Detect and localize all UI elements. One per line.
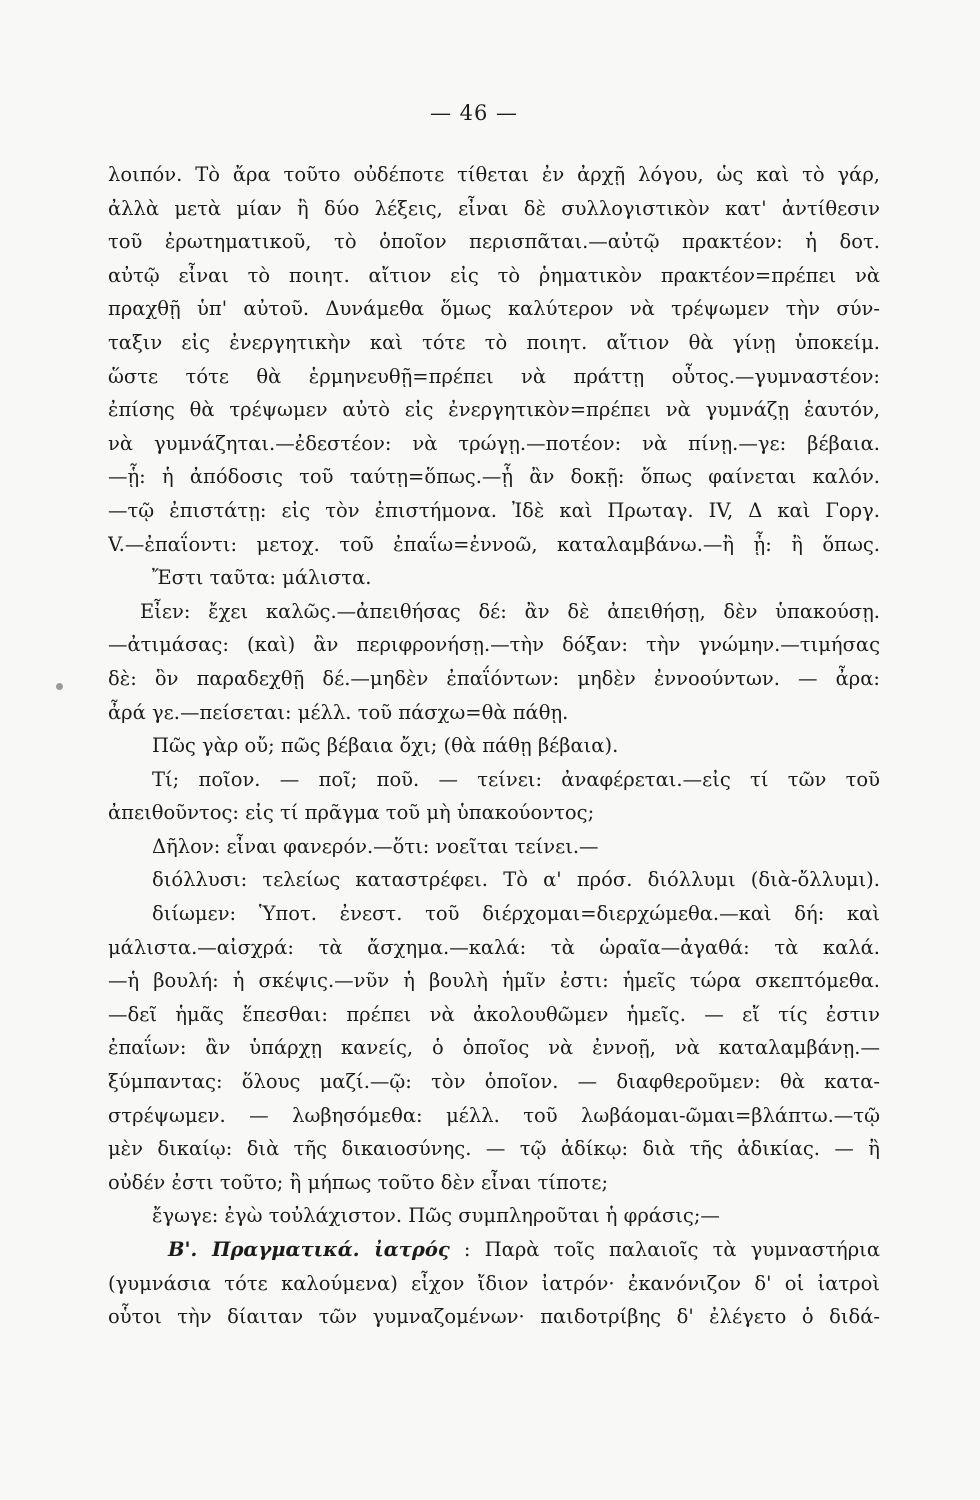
text-line: ἆρά γε.—πείσεται: μέλλ. τοῦ πάσχω=θὰ πάθῃ.: [108, 700, 569, 724]
text-line: διίωμεν: Ὑποτ. ἐνεστ. τοῦ διέρχομαι=διερχώμεθα.—καὶ δή: καὶ: [152, 902, 880, 926]
text-line: Πῶς γὰρ οὔ; πῶς βέβαια ὄχι; (θὰ πάθῃ βέβαια).: [152, 734, 619, 758]
text-line: δὲ: ὃν παραδεχθῇ δέ.—μηδὲν ἐπαΐόντων: μηδὲν ἐννοούντων. — ἆρα:: [108, 666, 880, 690]
section-heading-line: [108, 1233, 880, 1267]
text-line: —ἡ βουλή: ἡ σκέψις.—νῦν ἡ βουλὴ ἡμῖν ἐστι: ἡμεῖς τώρα σκεπτόμεθα.: [108, 969, 880, 993]
text-line: Δῆλον: εἶναι φανερόν.—ὅτι: νοεῖται τείνει.—: [152, 834, 599, 858]
text-line: ἀπειθοῦντος: εἰς τί πρᾶγμα τοῦ μὴ ὑπακούοντος;: [108, 801, 595, 825]
text-line: Εἶεν: ἔχει καλῶς.—ἀπειθήσας δέ: ἂν δὲ ἀπειθήσῃ, δὲν ὑπακούσῃ.: [140, 599, 880, 623]
text-line: ξύμπαντας: ὅλους μαζί.—ῷ: τὸν ὁποῖον. — διαφθεροῦμεν: θὰ κατα-: [108, 1070, 880, 1094]
section-heading: Β'. Πραγματικά. ἰατρός: [168, 1238, 450, 1261]
text-line: (γυμνάσια τότε καλούμενα) εἶχον ἴδιον ἰατρόν· ἐκανόνιζον δ' οἱ ἰατροὶ: [108, 1271, 880, 1295]
text-line: —τῷ ἐπιστάτῃ: εἰς τὸν ἐπιστήμονα. Ἰδὲ καὶ Πρωταγ. IV, Δ καὶ Γοργ.: [108, 498, 880, 522]
text-line: —δεῖ ἡμᾶς ἕπεσθαι: πρέπει νὰ ἀκολουθῶμεν ἡμεῖς. — εἴ τίς ἐστιν: [108, 1002, 880, 1026]
text-line: πραχθῇ ὑπ' αὐτοῦ. Δυνάμεθα ὅμως καλύτερον νὰ τρέψωμεν τὴν σύν-: [108, 297, 880, 321]
text-line: V.—ἐπαΐοντι: μετοχ. τοῦ ἐπαΐω=ἐννοῶ, καταλαμβάνω.—ἢ ᾗ: ἢ ὅπως.: [108, 532, 880, 556]
text-line: —ἀτιμάσας: (καὶ) ἂν περιφρονήσῃ.—τὴν δόξαν: τὴν γνώμην.—τιμήσας: [108, 633, 880, 657]
text-line: λοιπόν. Τὸ ἄρα τοῦτο οὐδέποτε τίθεται ἐν ἀρχῇ λόγου, ὡς καὶ τὸ γάρ,: [108, 163, 880, 186]
text-line: αὐτῷ εἶναι τὸ ποιητ. αἴτιον εἰς τὸ ῥηματικὸν πρακτέον=πρέπει νὰ: [108, 263, 880, 287]
text-line: ταξιν εἰς ἐνεργητικὴν καὶ τότε τὸ ποιητ. αἴτιον θὰ γίνῃ ὑποκείμ.: [108, 330, 880, 354]
text-line: μὲν δικαίῳ: διὰ τῆς δικαιοσύνης. — τῷ ἀδίκῳ: διὰ τῆς ἀδικίας. — ἢ: [108, 1137, 880, 1161]
paper-speck: [56, 683, 63, 690]
page-number: — 46 —: [429, 101, 519, 125]
commentary-text: [108, 158, 880, 1334]
text-line: ἀλλὰ μετὰ μίαν ἢ δύο λέξεις, εἶναι δὲ συλλογιστικὸν κατ' ἀντίθεσιν: [108, 196, 880, 220]
text-line: ὥστε τότε θὰ ἑρμηνευθῇ=πρέπει νὰ πράττῃ οὗτος.—γυμναστέον:: [108, 364, 880, 388]
text-line: οὐδέν ἐστι τοῦτο; ἢ μήπως τοῦτο δὲν εἶναι τίποτε;: [108, 1170, 609, 1194]
text-line: ἐπίσης θὰ τρέψωμεν αὐτὸ εἰς ἐνεργητικὸν=πρέπει νὰ γυμνάζῃ ἑαυτόν,: [108, 398, 880, 422]
text-line: —ᾗ: ἡ ἀπόδοσις τοῦ ταύτῃ=ὅπως.—ᾗ ἂν δοκῇ: ὅπως φαίνεται καλόν.: [108, 465, 880, 489]
text-line: διόλλυσι: τελείως καταστρέφει. Τὸ α' πρόσ. διόλλυμι (διὰ-ὄλλυμι).: [152, 868, 880, 892]
text-line: τοῦ ἐρωτηματικοῦ, τὸ ὁποῖον περισπᾶται.—αὐτῷ πρακτέον: ἡ δοτ.: [108, 230, 880, 254]
text-line: ἔγωγε: ἐγὼ τοὐλάχιστον. Πῶς συμπληροῦται ἡ φράσις;—: [152, 1204, 720, 1228]
text-line: Ἔστι ταῦτα: μάλιστα.: [152, 566, 372, 590]
text-line: νὰ γυμνάζηται.—ἐδεστέον: νὰ τρώγῃ.—ποτέον: νὰ πίνῃ.—γε: βέβαια.: [108, 431, 880, 455]
text-line: μάλιστα.—αἰσχρά: τὰ ἄσχημα.—καλά: τὰ ὡραῖα—ἀγαθά: τὰ καλά.: [108, 935, 880, 959]
text-line: ἐπαΐων: ἂν ὑπάρχῃ κανείς, ὁ ὁποῖος νὰ ἐννοῇ, νὰ καταλαμβάνῃ.—: [108, 1036, 880, 1060]
section-heading-text: : Παρὰ τοῖς παλαιοῖς τὰ γυμναστήρια: [463, 1238, 880, 1261]
text-line: οὗτοι τὴν δίαιταν τῶν γυμναζομένων· παιδοτρίβης δ' ἐλέγετο ὁ διδά-: [108, 1305, 880, 1329]
text-line: Τί; ποῖον. — ποῖ; ποῦ. — τείνει: ἀναφέρεται.—εἰς τί τῶν τοῦ: [152, 767, 880, 791]
text-line: στρέψωμεν. — λωβησόμεθα: μέλλ. τοῦ λωβάομαι-ῶμαι=βλάπτω.—τῷ: [108, 1103, 880, 1127]
